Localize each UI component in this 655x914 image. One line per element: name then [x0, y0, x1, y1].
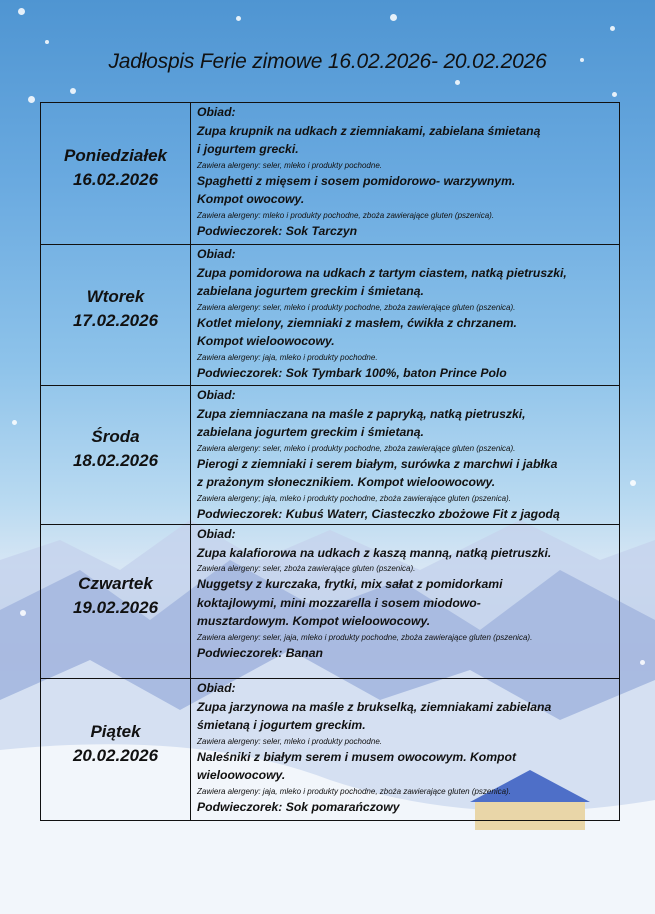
- obiad-label: Obiad:: [197, 247, 236, 261]
- soup-line: zabielana jogurtem greckim i śmietaną.: [197, 425, 424, 439]
- main-course-line: Spaghetti z mięsem i sosem pomidorowo- warzywnym.: [197, 173, 516, 188]
- day-cell: [41, 679, 191, 821]
- menu-row: [41, 245, 620, 386]
- snowflake-dot: [12, 420, 17, 425]
- obiad-label: Obiad:: [197, 681, 236, 695]
- soup-allergens: Zawiera alergeny: seler, mleko i produkty pochodne.: [197, 160, 382, 170]
- meals-cell: [191, 525, 620, 679]
- meals-cell: [191, 103, 620, 245]
- main-course-line: Nuggetsy z kurczaka, frytki, mix sałat z pomidorkami: [197, 577, 503, 591]
- menu-row: [41, 103, 620, 245]
- snowflake-dot: [45, 40, 49, 44]
- day-date: 18.02.2026: [72, 451, 159, 470]
- podwieczorek: Podwieczorek: Sok Tymbark 100%, baton Prince Polo: [197, 365, 507, 380]
- menu-table: [40, 102, 620, 821]
- snowflake-dot: [640, 660, 645, 665]
- soup-allergens: Zawiera alergeny: seler, mleko i produkty pochodne, zboża zawierające gluten (pszenica).: [197, 302, 516, 312]
- snowflake-dot: [610, 26, 615, 31]
- day-name: Środa: [91, 427, 140, 446]
- obiad-label: Obiad:: [197, 527, 236, 541]
- soup-line: Zupa jarzynowa na maśle z brukselką, ziemniakami zabielana: [197, 699, 552, 714]
- meals-cell: [191, 679, 620, 821]
- day-name: Poniedziałek: [64, 145, 167, 165]
- main-allergens: Zawiera alergeny; jaja, mleko i produkty pochodne, zboża zawierające gluten (pszenica).: [197, 493, 511, 503]
- snowflake-dot: [390, 14, 397, 21]
- main-course-line: musztardowym. Kompot wieloowocowy.: [197, 614, 431, 628]
- main-allergens: Zawiera alergeny: jaja, mleko i produkty pochodne, zboża zawierające gluten (pszenica).: [197, 786, 511, 796]
- soup-line: i jogurtem grecki.: [197, 142, 299, 156]
- snowflake-dot: [612, 92, 617, 97]
- main-allergens: Zawiera alergeny: seler, jaja, mleko i produkty pochodne, zboża zawierające gluten (pszenica).: [197, 632, 533, 642]
- main-course-line: wieloowocowy.: [197, 768, 286, 782]
- main-allergens: Zawiera alergeny: jaja, mleko i produkty pochodne.: [197, 352, 378, 362]
- podwieczorek: Podwieczorek: Sok Tarczyn: [197, 223, 358, 238]
- snowflake-dot: [28, 96, 35, 103]
- day-cell: [41, 103, 191, 245]
- soup-line: Zupa krupnik na udkach z ziemniakami, zabielana śmietaną: [197, 123, 541, 138]
- page-title: Jadłospis Ferie zimowe 16.02.2026- 20.02.2026: [108, 50, 547, 73]
- obiad-label: Obiad:: [197, 388, 236, 402]
- day-cell: [41, 245, 191, 386]
- podwieczorek: Podwieczorek: Kubuś Waterr, Ciasteczko zbożowe Fit z jagodą: [197, 506, 560, 521]
- day-date: 17.02.2026: [72, 311, 159, 330]
- day-date: 19.02.2026: [72, 597, 159, 617]
- main-course-line: Kompot owocowy.: [197, 192, 305, 206]
- meals-cell: [191, 245, 620, 386]
- soup-line: Zupa ziemniaczana na maśle z papryką, natką pietruszki,: [197, 406, 526, 421]
- obiad-label: Obiad:: [197, 105, 236, 119]
- soup-allergens: Zawiera alergeny: seler, mleko i produkty pochodne, zboża zawierające gluten (pszenica).: [197, 443, 516, 453]
- main-course-line: Kotlet mielony, ziemniaki z masłem, ćwikła z chrzanem.: [197, 315, 517, 330]
- soup-allergens: Zawiera alergeny: seler, mleko i produkty pochodne.: [197, 736, 382, 746]
- soup-allergens: Zawiera alergeny: seler, zboża zawierające gluten (pszenica).: [197, 564, 416, 573]
- day-name: Piątek: [90, 721, 141, 741]
- soup-line: śmietaną i jogurtem greckim.: [197, 718, 366, 732]
- snowflake-dot: [70, 88, 76, 94]
- main-course-line: Naleśniki z białym serem i musem owocowym. Kompot: [197, 749, 516, 764]
- main-course-line: Kompot wieloowocowy.: [197, 334, 335, 348]
- snowflake-dot: [630, 480, 636, 486]
- snowflake-dot: [20, 610, 26, 616]
- menu-row: [41, 525, 620, 679]
- main-allergens: Zawiera alergeny: mleko i produkty pochodne, zboża zawierające gluten (pszenica).: [197, 210, 495, 220]
- soup-line: Zupa pomidorowa na udkach z tartym ciastem, natką pietruszki,: [197, 265, 567, 280]
- soup-line: zabielana jogurtem greckim i śmietaną.: [197, 284, 424, 298]
- day-name: Wtorek: [86, 287, 145, 306]
- podwieczorek: Podwieczorek: Banan: [197, 645, 323, 660]
- main-course-line: z prażonym słonecznikiem. Kompot wieloowocowy.: [197, 475, 496, 489]
- day-cell: [41, 525, 191, 679]
- main-course-line: Pierogi z ziemniaki i serem białym, surówka z marchwi i jabłka: [197, 456, 558, 471]
- meals-cell: [191, 386, 620, 525]
- day-date: 20.02.2026: [72, 745, 159, 765]
- menu-row: [41, 679, 620, 821]
- snowflake-dot: [18, 8, 25, 15]
- day-cell: [41, 386, 191, 525]
- main-course-line: koktajlowymi, mini mozzarella i sosem miodowo-: [197, 595, 481, 610]
- soup-line: Zupa kalafiorowa na udkach z kaszą manną, natką pietruszki.: [197, 545, 552, 560]
- day-name: Czwartek: [78, 573, 153, 593]
- snowflake-dot: [455, 80, 460, 85]
- menu-row: [41, 386, 620, 525]
- day-date: 16.02.2026: [72, 169, 159, 189]
- podwieczorek: Podwieczorek: Sok pomarańczowy: [197, 799, 400, 814]
- snowflake-dot: [236, 16, 241, 21]
